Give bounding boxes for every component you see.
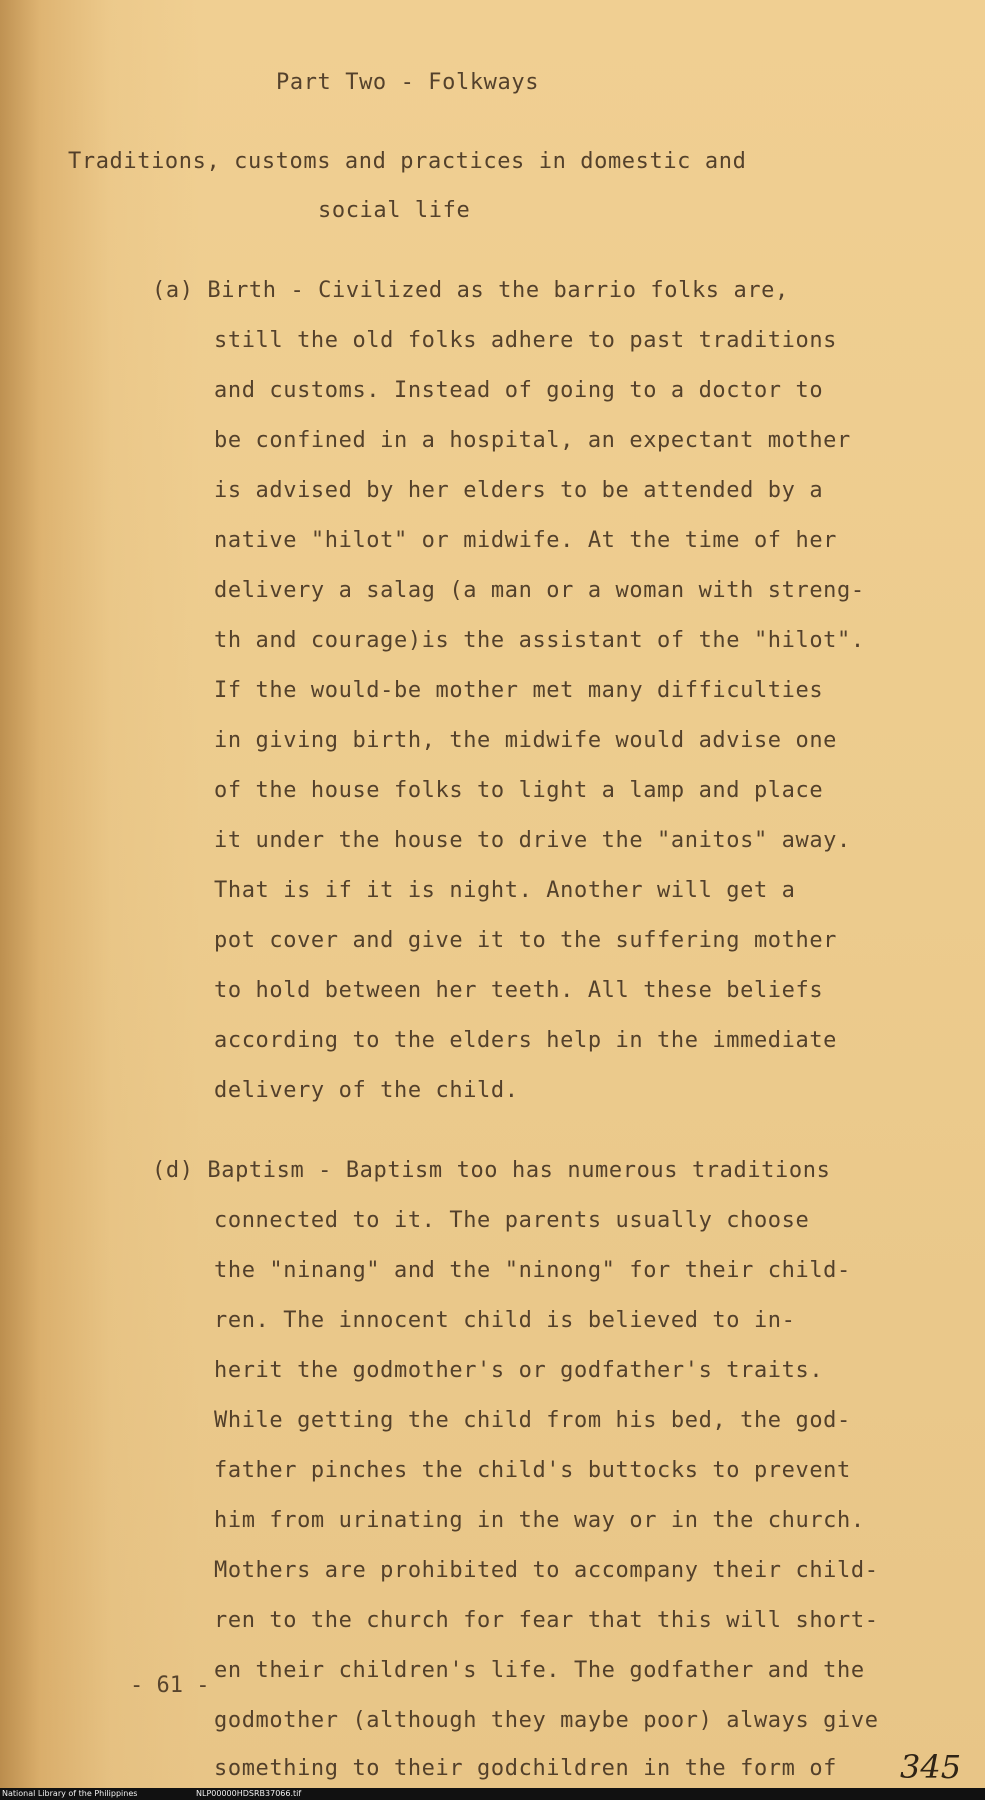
text-line: still the old folks adhere to past traditions [214,328,838,353]
text-line: according to the elders help in the immediate [214,1028,838,1053]
text-line: en their children's life. The godfather and the [214,1658,865,1683]
text-line: (a) Birth - Civilized as the barrio folks are, [152,278,789,303]
text-line: is advised by her elders to be attended by a [214,478,824,503]
text-line: If the would-be mother met many difficulties [214,678,824,703]
text-line: connected to it. The parents usually choose [214,1208,810,1233]
page-heading: Part Two - Folkways [276,70,540,95]
text-line: native "hilot" or midwife. At the time of her [214,528,838,553]
text-line: pot cover and give it to the suffering mother [214,928,838,953]
text-line: That is if it is night. Another will get a [214,878,796,903]
text-line: th and courage)is the assistant of the "hilot". [214,628,865,653]
text-line: in giving birth, the midwife would advise one [214,728,838,753]
text-line: be confined in a hospital, an expectant mother [214,428,851,453]
text-line: delivery a salag (a man or a woman with streng- [214,578,865,603]
page-number: - 61 - [130,1673,210,1698]
text-line: of the house folks to light a lamp and place [214,778,824,803]
text-line: the "ninang" and the "ninong" for their child- [214,1258,851,1283]
text-line: it under the house to drive the "anitos" away. [214,828,851,853]
section-title-line-1: Traditions, customs and practices in domestic and [68,149,747,174]
text-line: Mothers are prohibited to accompany their child- [214,1558,879,1583]
text-line: godmother (although they maybe poor) always give [214,1708,879,1733]
text-line: ren. The innocent child is believed to in- [214,1308,796,1333]
footer-filename: NLP00000HDSRB37066.tif [196,1789,302,1798]
footer-library: National Library of the Philippines [2,1789,138,1798]
handwritten-page-number: 345 [900,1748,962,1786]
text-line: While getting the child from his bed, the god- [214,1408,851,1433]
text-line: herit the godmother's or godfather's traits. [214,1358,824,1383]
scan-footer [0,1788,985,1800]
text-line: delivery of the child. [214,1078,519,1103]
text-line: to hold between her teeth. All these beliefs [214,978,824,1003]
text-line: something to their godchildren in the form of [214,1756,838,1781]
text-line: and customs. Instead of going to a doctor to [214,378,824,403]
section-title-line-2: social life [318,198,471,223]
text-line: (d) Baptism - Baptism too has numerous traditions [152,1158,831,1183]
text-line: ren to the church for fear that this will short- [214,1608,879,1633]
text-line: him from urinating in the way or in the church. [214,1508,865,1533]
text-line: father pinches the child's buttocks to prevent [214,1458,851,1483]
